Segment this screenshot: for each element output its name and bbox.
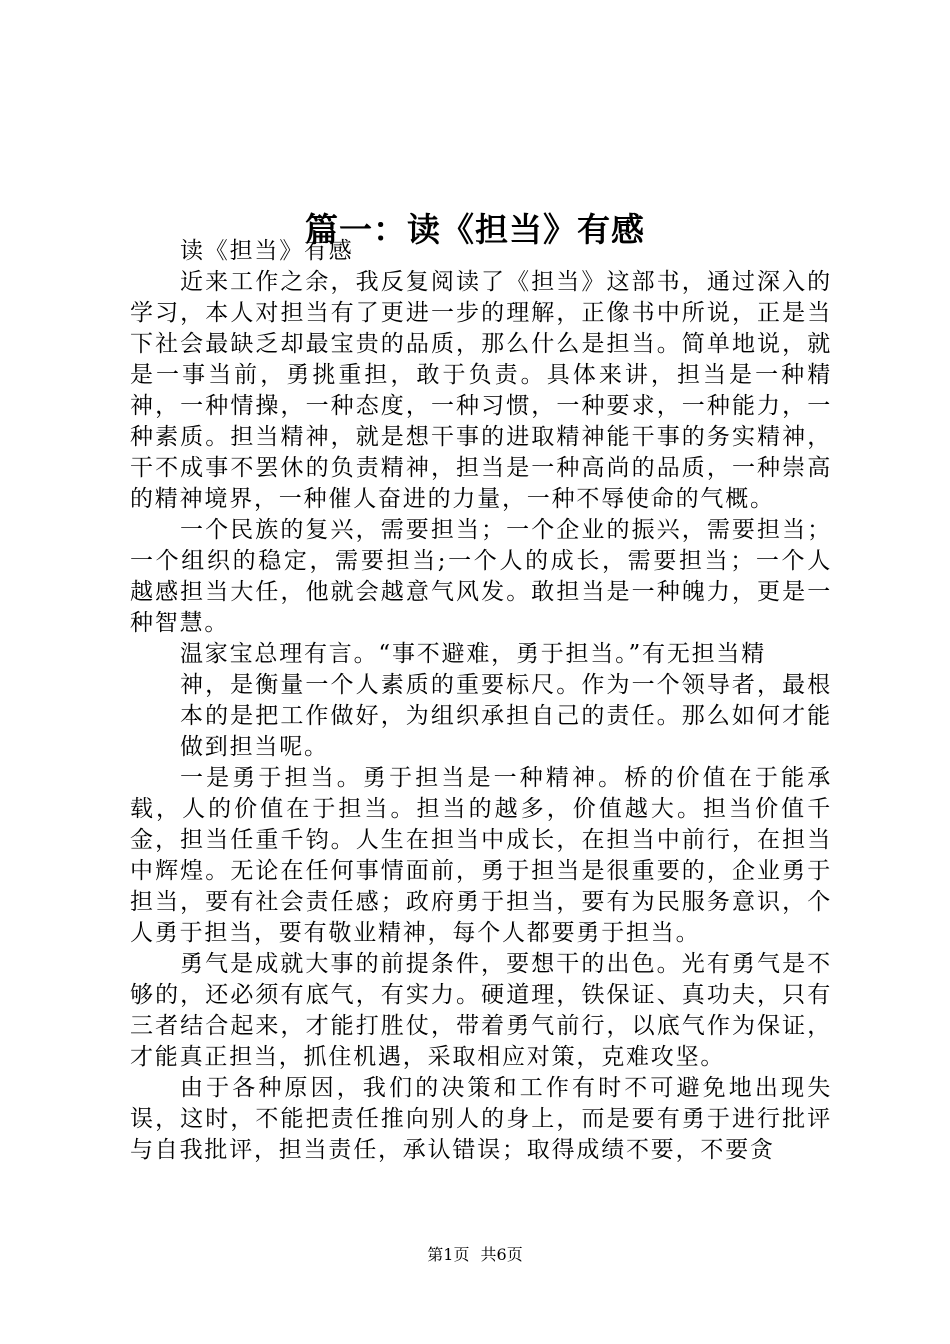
paragraph: 一是勇于担当。勇于担当是一种精神。桥的价值在于能承载，人的价值在于担当。担当的越多，价值越大。担当价值千金，担当任重千钧。人生在担当中成长，在担当中前行，在担当中辉煌。无论在任何事情面前，勇于担当是很重要的，企业勇于担当，要有社会责任感；政府勇于担当，要有为民服务意识，个人勇于担当，要有敬业精神，每个人都要勇于担当。 xyxy=(130,765,832,946)
page-total: 共6页 xyxy=(480,1245,523,1264)
document-body xyxy=(130,236,832,1166)
paragraph: 温家宝总理有言。“事不避难，勇于担当。”有无担当精 xyxy=(180,641,767,667)
page-number: 第1页 xyxy=(427,1245,470,1264)
paragraph: 近来工作之余，我反复阅读了《担当》这部书，通过深入的学习，本人对担当有了更进一步的理解，正像书中所说，正是当下社会最缺乏却最宝贵的品质，那么什么是担当。简单地说，就是一事当前，勇挑重担，敢于负责。具体来讲，担当是一种精神，一种情操，一种态度，一种习惯，一种要求，一种能力，一种素质。担当精神，就是想干事的进取精神能干事的务实精神，干不成事不罢休的负责精神，担当是一种高尚的品质，一种崇高的精神境界，一种催人奋进的力量，一种不辱使命的气概。 xyxy=(130,269,832,512)
page-footer xyxy=(0,1244,950,1266)
paragraph-continued: 神，是衡量一个人素质的重要标尺。作为一个领导者，最根本的是把工作做好，为组织承担自己的责任。那么如何才能做到担当呢。 xyxy=(180,672,832,760)
paragraph-subtitle: 读《担当》有感 xyxy=(180,238,354,264)
paragraph: 勇气是成就大事的前提条件，要想干的出色。光有勇气是不够的，还必须有底气，有实力。硬道理，铁保证、真功夫，只有三者结合起来，才能打胜仗，带着勇气前行，以底气作为保证，才能真正担当，抓住机遇，采取相应对策，克难攻坚。 xyxy=(130,951,832,1070)
paragraph: 由于各种原因，我们的决策和工作有时不可避免地出现失误，这时，不能把责任推向别人的身上，而是要有勇于进行批评与自我批评，担当责任，承认错误；取得成绩不要，不要贪 xyxy=(130,1075,832,1163)
document-title: 篇一：读《担当》有感 xyxy=(305,210,645,250)
paragraph: 一个民族的复兴，需要担当；一个企业的振兴，需要担当；一个组织的稳定，需要担当;一个人的成长，需要担当；一个人越感担当大任，他就会越意气风发。敢担当是一种魄力，更是一种智慧。 xyxy=(130,517,832,636)
